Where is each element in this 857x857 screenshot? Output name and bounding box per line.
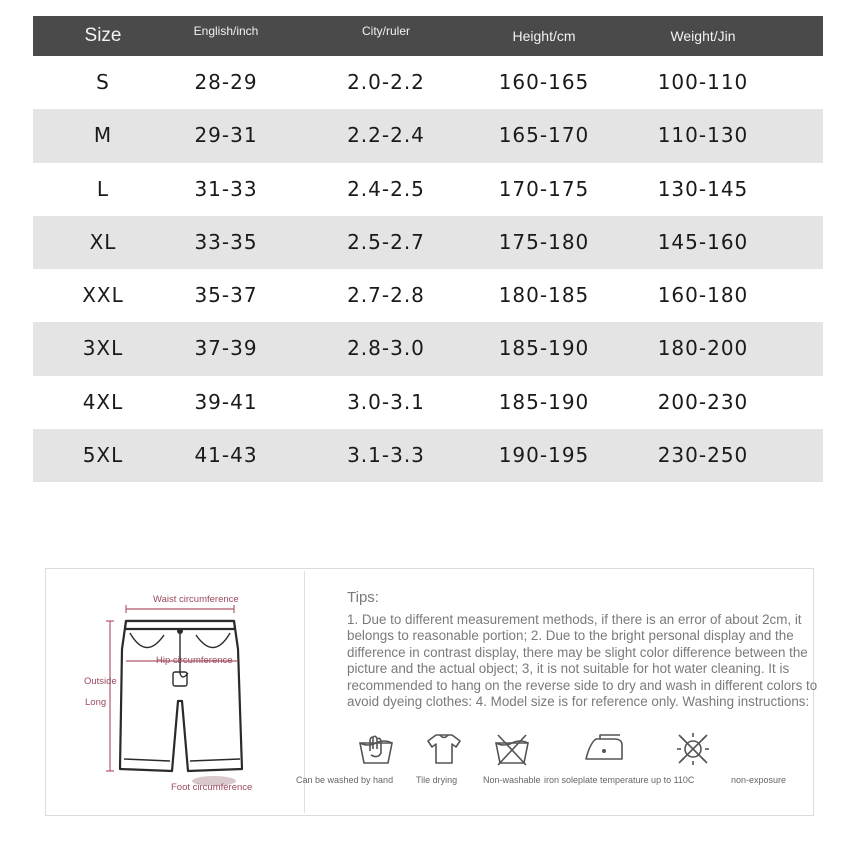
cell-weight: 230-250 <box>657 443 749 468</box>
tile-drying-icon <box>424 731 464 767</box>
shorts-illustration-icon <box>46 569 304 815</box>
cell-size: M <box>93 123 113 148</box>
cell-inch: 41-43 <box>194 443 258 468</box>
table-row <box>33 163 823 216</box>
table-row <box>33 429 823 482</box>
cell-weight: 130-145 <box>657 176 749 201</box>
cell-ruler: 2.7-2.8 <box>347 283 425 308</box>
size-chart-table <box>33 16 823 482</box>
cell-size: XL <box>89 229 117 254</box>
cell-inch: 28-29 <box>194 70 258 94</box>
table-header <box>33 16 823 56</box>
cell-height: 180-185 <box>498 283 590 308</box>
cell-ruler: 2.8-3.0 <box>347 336 425 361</box>
cell-weight: 160-180 <box>657 283 749 308</box>
hip-label: Hip circumference <box>156 655 233 666</box>
tips-title: Tips: <box>347 589 379 606</box>
header-height: Height/cm <box>512 28 576 44</box>
long-label: Long <box>85 697 107 708</box>
cell-inch: 39-41 <box>194 389 258 414</box>
table-row <box>33 376 823 429</box>
cell-inch: 37-39 <box>194 336 258 361</box>
iron-icon <box>582 731 626 767</box>
info-panel <box>45 568 818 816</box>
tips-text: 1. Due to different measurement methods, if there is an error of about 2cm, it belongs to reasonable portion; 2. Due to the bright personal display and the difference in contrast display, there may be slight color difference between the picture and the actual object; 3, it is not suitable for hot water cleaning. It is recommended to hang on the reverse side to dry and wash in different colors to avoid dyeing clothes: 4. Model size is for reference only. Washing instructions: <box>347 612 818 710</box>
table-row <box>33 269 823 322</box>
cell-ruler: 3.0-3.1 <box>347 389 425 414</box>
non-exposure-icon <box>673 731 713 767</box>
cell-inch: 35-37 <box>194 283 258 308</box>
measurement-diagram <box>46 569 304 815</box>
header-city-ruler: City/ruler <box>361 24 410 38</box>
cell-weight: 180-200 <box>657 336 749 361</box>
header-weight: Weight/Jin <box>670 28 736 44</box>
iron-label: iron soleplate temperature up to 110C <box>544 775 695 785</box>
cell-ruler: 3.1-3.3 <box>347 443 425 468</box>
cell-weight: 110-130 <box>657 123 749 148</box>
cell-size: 5XL <box>82 443 124 468</box>
non-washable-label: Non-washable <box>483 775 541 785</box>
cell-ruler: 2.5-2.7 <box>347 229 425 254</box>
table-row <box>33 109 823 162</box>
cell-inch: 33-35 <box>194 229 258 254</box>
table-row <box>33 322 823 375</box>
cell-height: 185-190 <box>498 336 590 361</box>
non-exposure-label: non-exposure <box>731 775 787 785</box>
cell-size: XXL <box>82 283 124 308</box>
cell-inch: 29-31 <box>194 123 258 148</box>
cell-ruler: 2.2-2.4 <box>347 123 425 148</box>
cell-height: 165-170 <box>498 123 590 148</box>
cell-size: 4XL <box>82 389 124 414</box>
cell-ruler: 2.0-2.2 <box>347 70 425 94</box>
cell-size: L <box>96 176 110 201</box>
cell-ruler: 2.4-2.5 <box>347 176 425 201</box>
foot-label: Foot circumference <box>171 782 253 793</box>
table-row <box>33 216 823 269</box>
hand-wash-label: Can be washed by hand <box>296 775 394 785</box>
header-english-inch: English/inch <box>193 24 259 38</box>
tile-drying-label: Tile drying <box>416 775 458 785</box>
cell-size: S <box>96 70 110 94</box>
header-size: Size <box>84 25 122 46</box>
cell-height: 185-190 <box>498 389 590 414</box>
cell-weight: 145-160 <box>657 229 749 254</box>
cell-height: 160-165 <box>498 70 590 94</box>
outside-label: Outside <box>84 676 117 687</box>
table-row <box>33 56 823 109</box>
cell-height: 175-180 <box>498 229 590 254</box>
cell-height: 170-175 <box>498 176 590 201</box>
waist-label: Waist circumference <box>153 594 239 605</box>
cell-height: 190-195 <box>498 443 590 468</box>
cell-size: 3XL <box>82 336 124 361</box>
non-washable-icon <box>492 731 532 767</box>
cell-inch: 31-33 <box>194 176 258 201</box>
hand-wash-icon <box>356 731 396 767</box>
cell-weight: 200-230 <box>657 389 749 414</box>
cell-weight: 100-110 <box>657 70 749 94</box>
